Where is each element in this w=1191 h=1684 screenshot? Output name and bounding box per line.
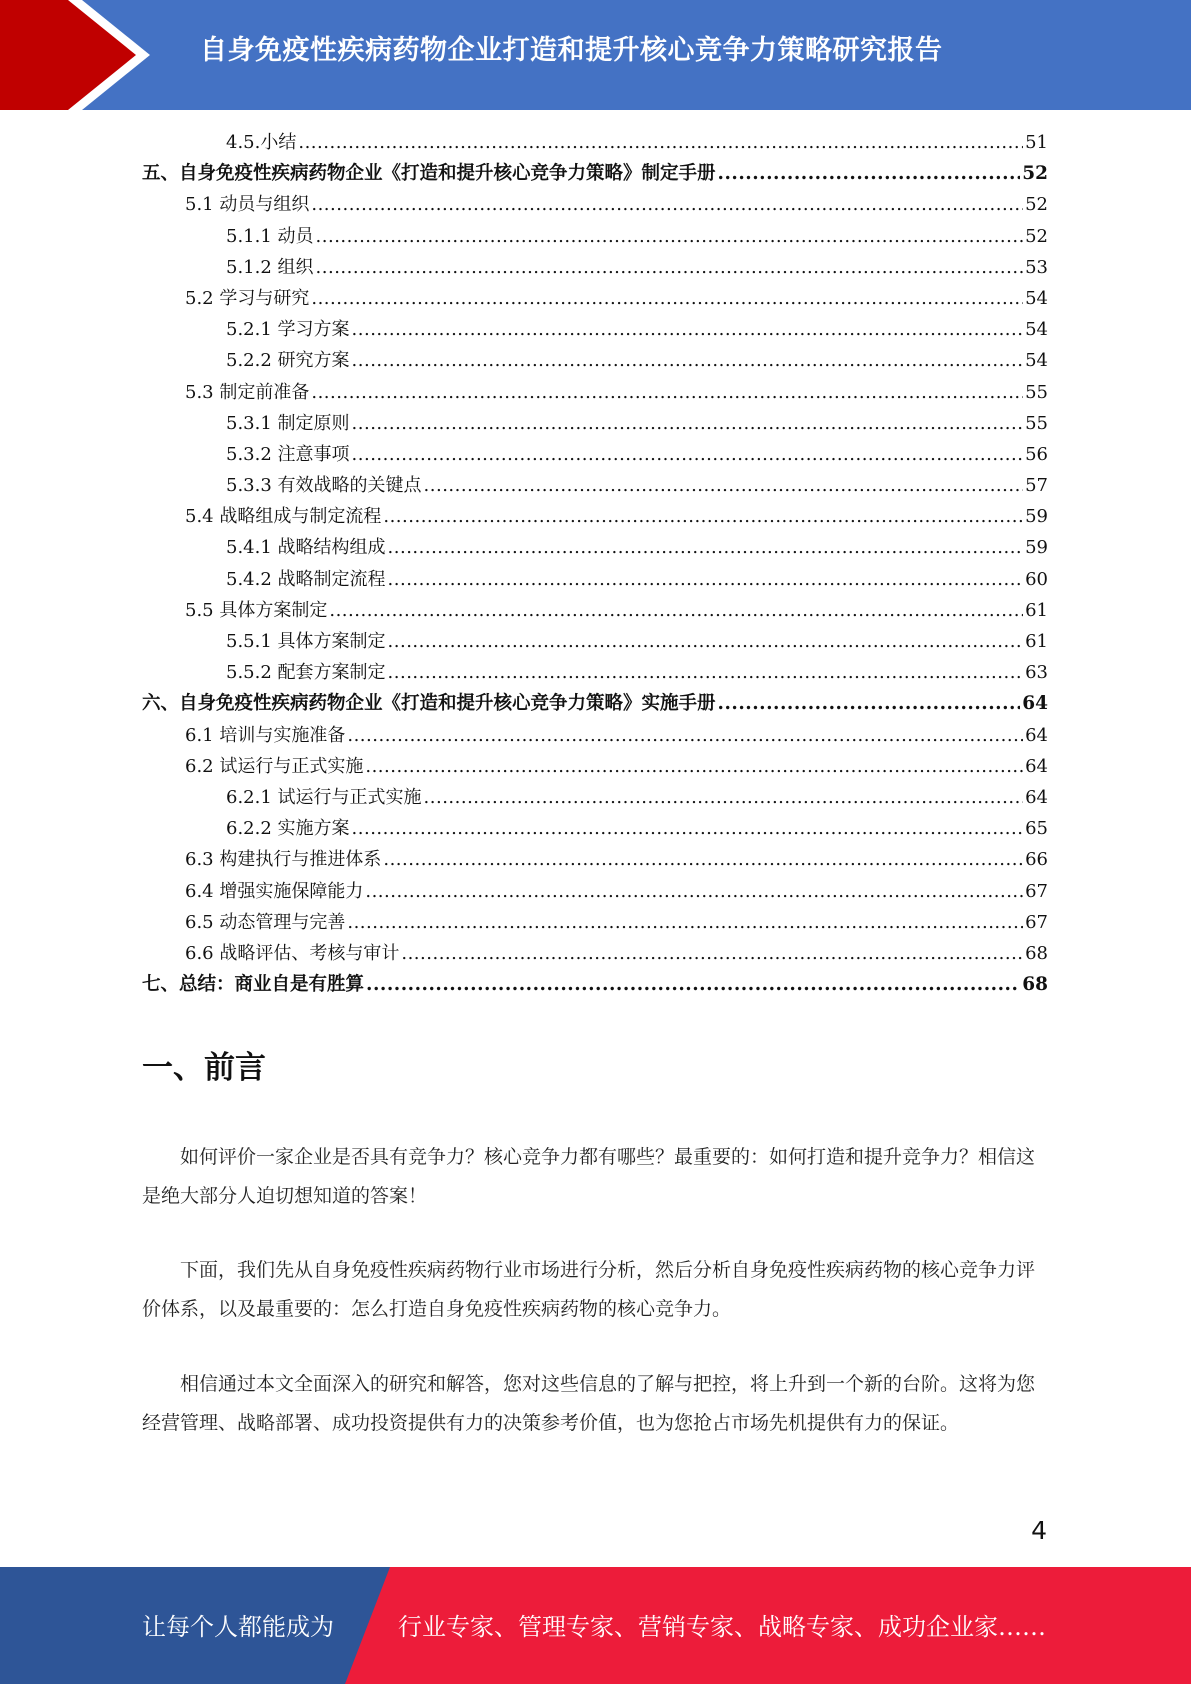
footer-slogan-left: 让每个人都能成为 xyxy=(142,1613,334,1641)
toc-entry-page: 56 xyxy=(1025,443,1048,465)
toc-dot-leader xyxy=(383,506,1023,527)
toc-entry-page: 57 xyxy=(1025,475,1048,497)
page-footer xyxy=(0,1567,1191,1684)
toc-dot-leader xyxy=(311,194,1023,215)
toc-entry[interactable] xyxy=(142,565,1048,596)
toc-entry-label: 5.4.1 战略结构组成 xyxy=(226,537,386,559)
body-paragraph: 相信通过本文全面深入的研究和解答，您对这些信息的了解与把控，将上升到一个新的台阶。这将为您经营管理、战略部署、成功投资提供有力的决策参考价值，也为您抢占市场先机提供有力的保证。 xyxy=(142,1373,1036,1434)
toc-dot-leader xyxy=(316,257,1024,278)
toc-entry-label: 六、自身免疫性疾病药物企业《打造和提升核心竞争力策略》实施手册 xyxy=(142,693,716,715)
toc-dot-leader xyxy=(347,912,1023,933)
toc-entry-page: 64 xyxy=(1025,724,1048,746)
toc-dot-leader xyxy=(388,537,1024,558)
toc-entry-page: 60 xyxy=(1025,568,1048,590)
toc-dot-leader xyxy=(311,288,1023,309)
toc-entry-label: 七、总结：商业自是有胜算 xyxy=(142,974,365,996)
toc-dot-leader xyxy=(352,444,1024,465)
toc-entry-page: 67 xyxy=(1025,880,1048,902)
toc-dot-leader xyxy=(352,350,1024,371)
toc-entry-label: 5.1.2 组织 xyxy=(226,256,314,278)
toc-entry-label: 4.5.小结 xyxy=(226,132,297,153)
toc-entry-page: 65 xyxy=(1025,818,1048,840)
toc-entry[interactable] xyxy=(142,658,1048,689)
toc-entry-label: 5.2.2 研究方案 xyxy=(226,350,350,372)
toc-entry-page: 59 xyxy=(1025,506,1048,528)
toc-dot-leader xyxy=(718,693,1021,714)
toc-entry-page: 52 xyxy=(1022,163,1048,185)
toc-entry-label: 5.4 战略组成与制定流程 xyxy=(185,506,382,528)
toc-entry[interactable] xyxy=(142,190,1048,221)
toc-entry-label: 5.1 动员与组织 xyxy=(185,194,310,216)
toc-dot-leader xyxy=(718,163,1021,184)
toc-entry-page: 54 xyxy=(1025,287,1048,309)
toc-entry[interactable] xyxy=(142,409,1048,440)
toc-entry-page: 59 xyxy=(1025,537,1048,559)
toc-entry[interactable] xyxy=(142,627,1048,658)
toc-entry[interactable] xyxy=(142,908,1048,939)
toc-entry-label: 5.5.1 具体方案制定 xyxy=(226,631,386,652)
toc-entry-page: 55 xyxy=(1025,412,1048,434)
body-paragraph: 下面，我们先从自身免疫性疾病药物行业市场进行分析，然后分析自身免疫性疾病药物的核心竞争力评价体系，以及最重要的：怎么打造自身免疫性疾病药物的核心竞争力。 xyxy=(142,1259,1036,1320)
toc-dot-leader xyxy=(388,662,1024,683)
body-paragraph: 如何评价一家企业是否具有竞争力？核心竞争力都有哪些？最重要的：如何打造和提升竞争力？相信这是绝大部分人迫切想知道的答案！ xyxy=(142,1146,1036,1207)
toc-dot-leader xyxy=(365,881,1023,902)
toc-entry[interactable] xyxy=(142,721,1048,752)
report-title: 自身免疫性疾病药物企业打造和提升核心竞争力策略研究报告 xyxy=(200,35,943,66)
toc-dot-leader xyxy=(383,849,1023,870)
toc-entry-page: 61 xyxy=(1025,599,1048,621)
toc-dot-leader xyxy=(424,787,1024,808)
toc-dot-leader xyxy=(424,475,1024,496)
toc-entry[interactable] xyxy=(142,689,1048,720)
section-heading: 一、前言 xyxy=(142,1050,266,1086)
toc-dot-leader xyxy=(298,132,1023,153)
toc-entry-label: 6.5 动态管理与完善 xyxy=(185,911,346,933)
toc-entry-page: 64 xyxy=(1022,693,1048,715)
toc-entry[interactable] xyxy=(142,159,1048,190)
toc-entry-page: 63 xyxy=(1025,662,1048,684)
toc-entry-page: 64 xyxy=(1025,786,1048,808)
toc-entry[interactable] xyxy=(142,128,1048,159)
toc-entry[interactable] xyxy=(142,253,1048,284)
toc-entry[interactable] xyxy=(142,970,1048,1001)
toc-dot-leader xyxy=(352,818,1024,839)
toc-entry[interactable] xyxy=(142,533,1048,564)
toc-entry-page: 64 xyxy=(1025,755,1048,777)
toc-entry[interactable] xyxy=(142,877,1048,908)
toc-entry-page: 67 xyxy=(1025,911,1048,933)
toc-entry-page: 61 xyxy=(1025,631,1048,652)
toc-dot-leader xyxy=(316,226,1024,247)
toc-entry[interactable] xyxy=(142,814,1048,845)
toc-entry-label: 5.1.1 动员 xyxy=(226,225,314,247)
toc-entry[interactable] xyxy=(142,222,1048,253)
toc-entry[interactable] xyxy=(142,845,1048,876)
toc-entry[interactable] xyxy=(142,284,1048,315)
page-header xyxy=(0,0,1191,110)
toc-entry-label: 5.3 制定前准备 xyxy=(185,381,310,403)
toc-entry-label: 6.3 构建执行与推进体系 xyxy=(185,849,382,871)
toc-entry[interactable] xyxy=(142,378,1048,409)
toc-dot-leader xyxy=(347,725,1023,746)
toc-dot-leader xyxy=(352,413,1024,434)
toc-entry[interactable] xyxy=(142,783,1048,814)
toc-entry-label: 5.5 具体方案制定 xyxy=(185,599,328,621)
toc-entry-page: 52 xyxy=(1025,194,1048,216)
toc-entry[interactable] xyxy=(142,346,1048,377)
toc-entry-label: 5.5.2 配套方案制定 xyxy=(226,662,386,684)
toc-entry-page: 54 xyxy=(1025,319,1048,341)
toc-entry-label: 5.4.2 战略制定流程 xyxy=(226,568,386,590)
toc-dot-leader xyxy=(388,631,1024,652)
toc-entry-page: 51 xyxy=(1025,132,1048,153)
toc-entry-page: 52 xyxy=(1025,225,1048,247)
toc-entry[interactable] xyxy=(142,502,1048,533)
toc-entry-label: 5.3.2 注意事项 xyxy=(226,443,350,465)
toc-dot-leader xyxy=(365,756,1023,777)
table-of-contents xyxy=(142,128,1048,1001)
header-arrow-decoration xyxy=(0,0,150,110)
toc-entry-label: 6.2 试运行与正式实施 xyxy=(185,755,364,777)
toc-entry-page: 68 xyxy=(1022,974,1048,996)
toc-dot-leader xyxy=(388,569,1024,590)
toc-entry-label: 5.3.1 制定原则 xyxy=(226,412,350,434)
toc-dot-leader xyxy=(311,382,1023,403)
toc-entry-label: 5.3.3 有效战略的关键点 xyxy=(226,475,422,497)
toc-entry-label: 5.2.1 学习方案 xyxy=(226,319,350,341)
toc-entry-page: 55 xyxy=(1025,381,1048,403)
toc-dot-leader xyxy=(329,600,1023,621)
toc-entry[interactable] xyxy=(142,596,1048,627)
toc-entry[interactable] xyxy=(142,315,1048,346)
toc-entry-page: 68 xyxy=(1025,942,1048,964)
footer-slogan-right: 行业专家、管理专家、营销专家、战略专家、成功企业家…… xyxy=(398,1613,1046,1641)
toc-dot-leader xyxy=(401,943,1023,964)
toc-entry-label: 6.2.2 实施方案 xyxy=(226,818,350,840)
toc-entry-label: 5.2 学习与研究 xyxy=(185,287,310,309)
toc-entry[interactable] xyxy=(142,471,1048,502)
toc-entry-label: 6.6 战略评估、考核与审计 xyxy=(185,942,400,964)
toc-entry-page: 54 xyxy=(1025,350,1048,372)
toc-entry[interactable] xyxy=(142,939,1048,970)
toc-entry[interactable] xyxy=(142,752,1048,783)
toc-entry-label: 五、自身免疫性疾病药物企业《打造和提升核心竞争力策略》制定手册 xyxy=(142,163,716,185)
toc-entry-label: 6.1 培训与实施准备 xyxy=(185,724,346,746)
toc-dot-leader xyxy=(352,319,1024,340)
toc-dot-leader xyxy=(366,974,1020,995)
toc-entry-page: 53 xyxy=(1025,256,1048,278)
toc-entry-label: 6.2.1 试运行与正式实施 xyxy=(226,786,422,808)
toc-entry-page: 66 xyxy=(1025,849,1048,871)
toc-entry[interactable] xyxy=(142,440,1048,471)
toc-entry-label: 6.4 增强实施保障能力 xyxy=(185,880,364,902)
page-number: 4 xyxy=(1031,1516,1047,1545)
